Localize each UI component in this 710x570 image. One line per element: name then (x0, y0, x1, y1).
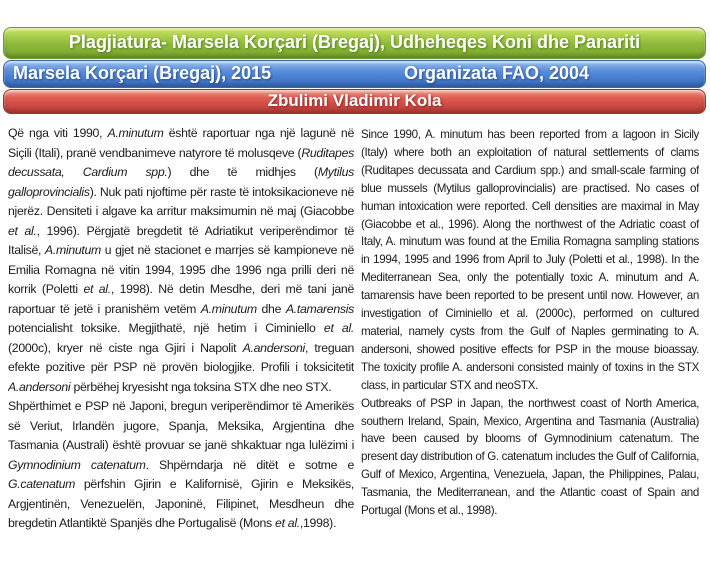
plagiarism-bar-label: Plagjiatura- Marsela Korçari (Bregaj), Udheheqes Koni dhe Panariti (68, 32, 641, 52)
italic-text-run: Gymnodinium catenatum (8, 457, 146, 472)
text-run: Shpërthimet e PSP në Japoni, bregun veriperëndimor të Amerikës së Veriut, Irlandën jugore, Spanja, Meksika, Argjentina dhe Tasmania (Australi) është provuar se janë shkaktuar nga lulëzimi i (8, 399, 354, 452)
italic-text-run: A.tamarensis (285, 301, 354, 316)
italic-text-run: et al. (8, 223, 37, 238)
italic-text-run: A.minutum (44, 243, 101, 257)
text-run: Që nga viti 1990, (8, 126, 108, 140)
text-run: . Shpërndarja në ditët e sotme e (145, 457, 354, 472)
text-run: Since 1990, A. minutum has been reported from a lagoon in Sicily (Italy) where both an exploitation of natural settlements of clams (Ruditapes decussata and Cardium spp.) and small-scale farming of blue mussels (Mytilus galloprovincialis) are practised. No cases of human intoxication were reported. Cell densities are maximal in May (Giacobbe et al., 1996). Along the northwest of the Adriatic coast of Italy, A. minutum was found at the Emilia Romagna sampling stations in 1994, 1995 and 1996 from April to July (Poletti et al., 1998). In the Mediterranean Sea, only the potentially toxic A. minutum and A. tamarensis have been reported to be present until now. However, an investigation of Ciminiello et al. (2000c), performed on cultured material, namely cysts from the Gulf of Naples germinating to A. andersoni, showed positive effects for PSP in the mouse bioassay. The toxicity profile A. andersoni consisted mainly of toxins in the STX class, in particular STX and neoSTX. (361, 128, 699, 392)
header-bar-sources (3, 60, 706, 88)
italic-text-run: et al. (275, 516, 300, 530)
paragraph (8, 397, 354, 534)
text-run: , 1996). Përgjatë bregdetit të Adriatikut veriperëndimor të Italisë, (8, 223, 354, 257)
italic-text-run: A.andersoni (8, 379, 71, 394)
discovery-bar-label: Zbulimi Vladimir Kola (267, 91, 442, 110)
text-run: ) dhe të midhjes ( (167, 165, 318, 179)
italic-text-run: et al. (323, 321, 354, 335)
text-run: ,1998). (299, 516, 337, 530)
header-bar-plagiarism (3, 27, 706, 59)
italic-text-run: Mytilus galloprovincialis (8, 165, 354, 199)
text-run: , 1998). Në detin Mesdhe, deri më tani janë raportuar të jetë i pranishëm vetëm (8, 282, 354, 316)
right-column-english-text (361, 126, 699, 562)
paragraph (361, 126, 699, 395)
paragraph (361, 395, 699, 520)
italic-text-run: A.minutum (107, 126, 164, 140)
text-run: Outbreaks of PSP in Japan, the northwest coast of North America, southern Ireland, Spain, Mexico, Argentina and Tasmania (Australia) have been caused by blooms of Gymnodinium catenatum. The present day distribution of G. catenatum includes the Gulf of California, Gulf of Mexico, Argentina, Venezuela, Japan, the Philippines, Palau, Tasmania, the Mediterranean, and the Atlantic coast of Spain and Portugal (Mons et al., 1998). (361, 396, 699, 518)
source-organization-label: Organizata FAO, 2004 (404, 63, 590, 83)
text-run: potencialisht toksike. Megjithatë, një hetim i Ciminiello (8, 321, 324, 335)
italic-text-run: et al. (83, 282, 111, 296)
italic-text-run: A.minutum (200, 301, 257, 316)
text-run: përfshin Gjirin e Kalifornisë, Gjirin e Meksikës, Argjentinën, Venezuelën, Japoninë, Filipinet, Mesdheun dhe bregdetin Atlantiktë Spanjës dhe Portugalisë (Mons (8, 477, 354, 530)
text-run: ). Nuk pati njoftime për raste të intoksikacioneve në njerëz. Densiteti i algave ka arritur maksimumin në maj (Giacobbe (8, 184, 354, 218)
text-run: përbëhej kryesisht nga toksina STX dhe neo STX. (70, 379, 332, 394)
italic-text-run: A.andersoni (242, 340, 305, 355)
text-run: , treguan efekte pozitive për PSP në provën biologjike. Profili i toksicitetit (8, 340, 354, 374)
italic-text-run: G.catenatum (8, 477, 76, 491)
paragraph (8, 124, 354, 397)
left-column-albanian-text (8, 124, 354, 560)
text-run: u gjet në stacionet e marrjes së kampioneve në Emilia Romagna në vitin 1994, 1995 dhe 1996 nga prilli deri në korrik (Poletti (8, 243, 354, 296)
source-author-label: Marsela Korçari (Bregaj), 2015 (13, 63, 272, 83)
header-bar-discovery (3, 89, 706, 114)
text-run: (2000c), kryer në ciste nga Gjiri i Napolit (8, 340, 243, 355)
header-bars (3, 27, 706, 114)
text-run: është raportuar nga një lagunë në Siçili (Itali), pranë vendbanimeve natyrore të molusqeve ( (8, 126, 354, 160)
italic-text-run: Ruditapes decussata, Cardium spp. (8, 145, 354, 179)
text-run: dhe (256, 301, 286, 316)
